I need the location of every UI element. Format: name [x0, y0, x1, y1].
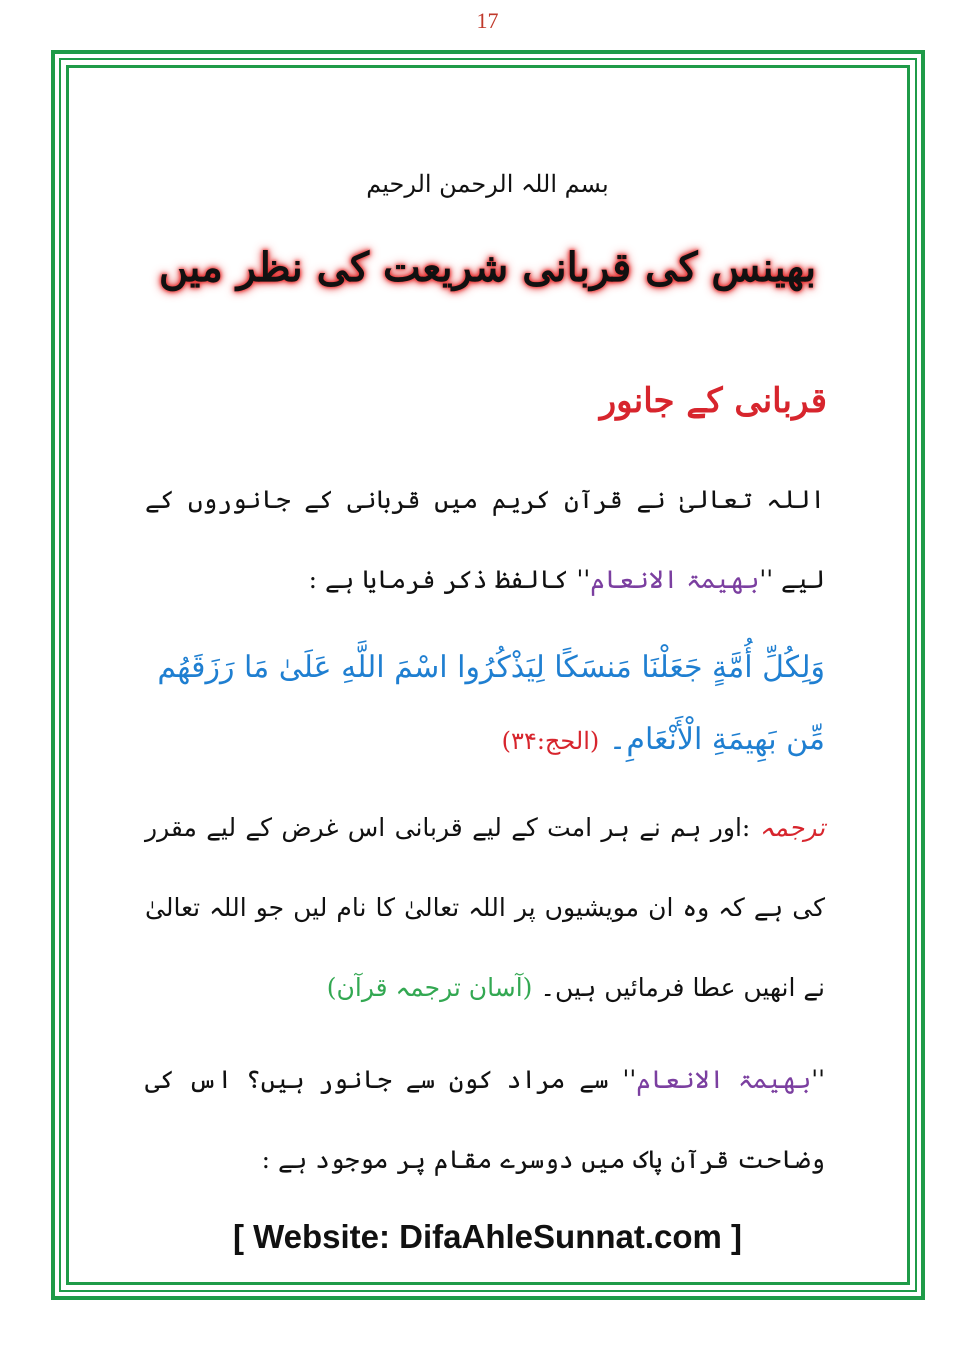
section-heading: قربانی کے جانور: [599, 381, 827, 421]
translation-label: ترجمہ: [759, 813, 825, 842]
bismillah: بسم اللہ الرحمن الرحیم: [366, 170, 609, 198]
translation-paragraph: [145, 788, 825, 1028]
intro-text-end: '' کالفظ ذکر فرمایا ہے :: [308, 565, 591, 594]
term-bahimat-al-anam: بھیمۃ الانعام: [590, 565, 760, 594]
open-quote: '': [811, 1065, 825, 1094]
quran-verse: [145, 632, 825, 777]
page-title: بھینس کی قربانی شریعت کی نظر میں: [158, 244, 817, 291]
website-footer: [ Website: DifaAhleSunnat.com ]: [232, 1218, 743, 1255]
translation-text: :اور ہم نے ہر امت کے لیے قربانی اس غرض کے لیے مقرر کی ہے کہ وہ ان مویشیوں پر اللہ تعالیٰ کا نام لیں جو اللہ تعالیٰ نے انھیں عطا فرمائیں ہیں۔: [145, 813, 825, 1002]
intro-text: اللہ تعالیٰ نے قرآن کریم میں قربانی کے جانوروں کے لیے '': [145, 485, 825, 594]
question-text: '' سے مراد کون سے جانور ہیں؟ اس کی وضاحت قرآن پاک میں دوسرے مقام پر موجود ہے :: [145, 1065, 825, 1174]
page-number: 17: [476, 8, 499, 33]
translation-source: (آسان ترجمہ قرآن): [326, 973, 533, 1002]
question-paragraph: [145, 1040, 825, 1200]
intro-paragraph: [145, 460, 825, 620]
verse-text: وَلِكُلِّ أُمَّةٍ جَعَلْنَا مَنسَكًا لِيَذْكُرُوا اسْمَ اللَّهِ عَلَىٰ مَا رَزَقَهُم مِّن بَهِيمَةِ الْأَنْعَامِ۔: [157, 650, 825, 757]
verse-reference: (الحج:۳۴): [501, 727, 600, 755]
term-bahimat-al-anam-2: بھیمۃ الانعام: [636, 1065, 812, 1094]
